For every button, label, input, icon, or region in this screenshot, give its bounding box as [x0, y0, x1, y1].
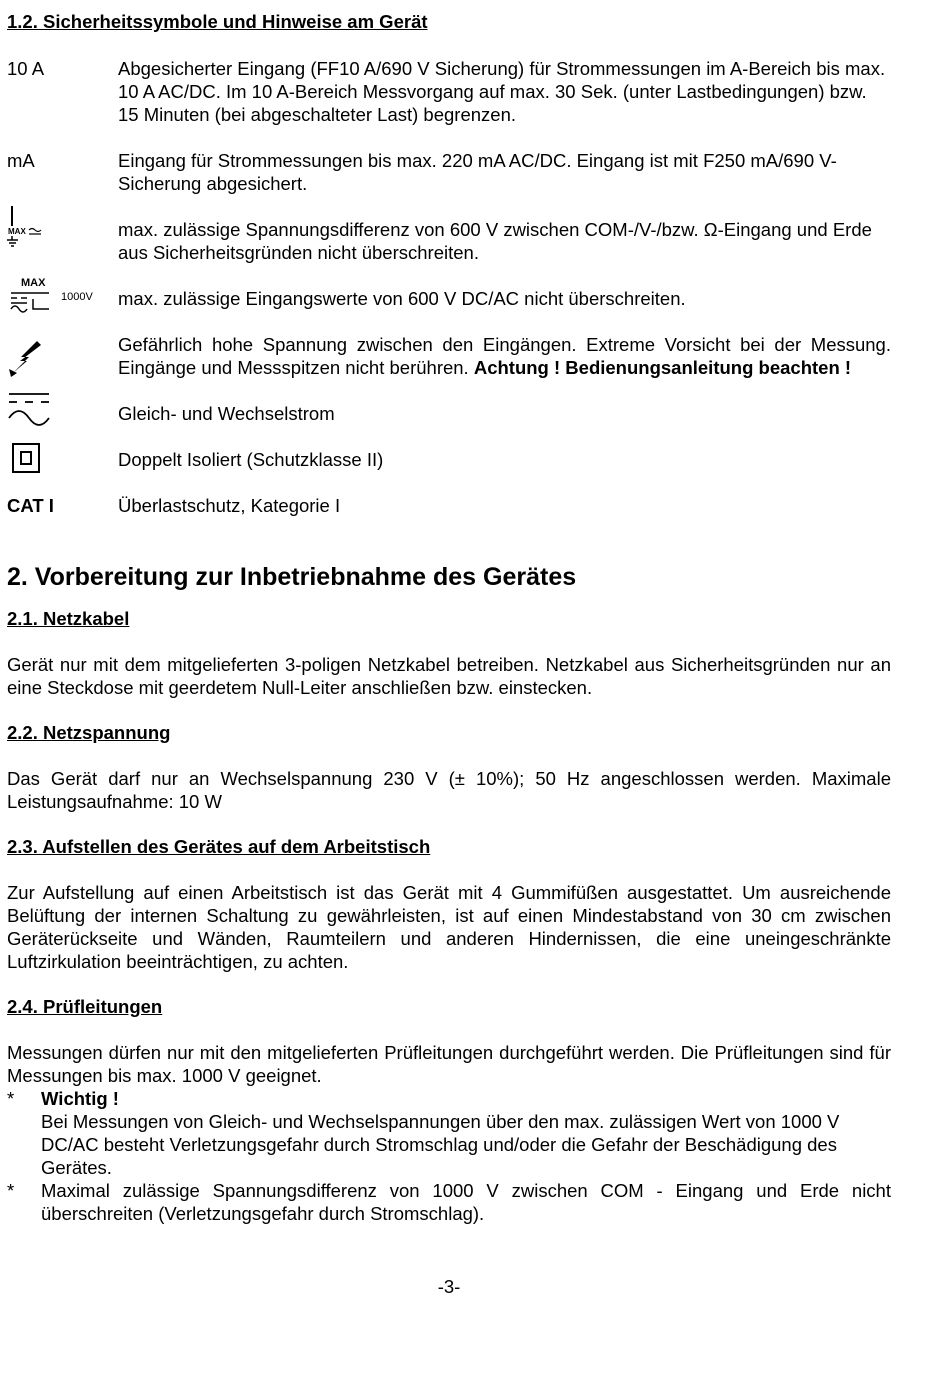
section-heading-2-1: 2.1. Netzkabel	[7, 608, 130, 629]
symbol-description: max. zulässige Spannungsdifferenz von 600 V zwischen COM-/V-/bzw. Ω-Eingang und Erde aus Sicherheitsgründen nicht überschreiten.	[118, 219, 872, 263]
section-heading-1-2: 1.2. Sicherheitssymbole und Hinweise am Gerät	[7, 11, 428, 32]
high-voltage-icon	[7, 337, 47, 382]
voltage-small-label: 1000V	[61, 291, 93, 303]
max-dc-ac-icon-text: MAX	[21, 277, 46, 289]
paragraph-aufstellen: Zur Aufstellung auf einen Arbeitstisch ist das Gerät mit 4 Gummifüßen ausgestattet. Um ausreichende Belüftung der internen Schaltung zu gewährleisten, ist auf einen Mindestabstand von 30 cm zwischen Geräterückseite und Wänden, Raumteilern und anderen Hindernissen, die eine uneingeschränkte Luftzirkulation beeinträchtigen, zu achten.	[7, 882, 891, 972]
symbol-label: 10 A	[7, 58, 45, 79]
section-heading-2: 2. Vorbereitung zur Inbetriebnahme des Gerätes	[7, 563, 577, 591]
symbol-description: Eingang für Strommessungen bis max. 220 mA AC/DC. Eingang ist mit F250 mA/690 V-Sicherung abgesichert.	[118, 150, 837, 194]
symbol-row-high-voltage	[7, 333, 891, 379]
double-insulated-icon	[7, 442, 41, 481]
section-heading-2-4: 2.4. Prüfleitungen	[7, 996, 163, 1017]
symbol-row-max-ground	[7, 218, 891, 264]
symbol-label: mA	[7, 150, 35, 171]
max-dc-ac-icon	[7, 275, 53, 320]
dc-ac-icon	[7, 390, 51, 433]
symbol-row-10a	[7, 57, 891, 126]
bullet-item-wichtig	[7, 1087, 891, 1179]
symbol-row-double-insulated	[7, 448, 891, 471]
section-heading-2-2: 2.2. Netzspannung	[7, 722, 171, 743]
page-number: -3-	[437, 1276, 461, 1297]
symbol-label: CAT I	[7, 495, 54, 516]
max-ground-icon-text: MAX	[8, 227, 26, 236]
paragraph-netzkabel: Gerät nur mit dem mitgelieferten 3-poligen Netzkabel betreiben. Netzkabel aus Sicherheitsgründen nur an eine Steckdose mit geerdetem Null-Leiter anschließen bzw. einstecken.	[7, 654, 891, 698]
symbol-description: Überlastschutz, Kategorie I	[118, 495, 341, 516]
symbol-row-ma	[7, 149, 891, 195]
symbol-description: Abgesicherter Eingang (FF10 A/690 V Sicherung) für Strommessungen im A-Bereich bis max. 10 A AC/DC. Im 10 A-Bereich Messvorgang auf max. 30 Sek. (unter Lastbedingungen) bzw. 15 Minuten (bei abgeschalteter Last) begrenzen.	[118, 58, 886, 125]
max-ground-icon	[7, 204, 53, 253]
symbol-row-max-1000v	[7, 277, 891, 310]
symbol-description	[118, 333, 891, 379]
bullet-title: Wichtig !	[41, 1088, 119, 1109]
paragraph-pruefleitungen: Messungen dürfen nur mit den mitgelieferten Prüfleitungen durchgeführt werden. Die Prüfleitungen sind für Messungen bis max. 1000 V geeignet.	[7, 1042, 891, 1086]
symbol-row-dc-ac	[7, 402, 891, 425]
section-heading-2-3: 2.3. Aufstellen des Gerätes auf dem Arbeitstisch	[7, 836, 431, 857]
bullet-star: *	[7, 1180, 15, 1201]
symbol-row-cat-i	[7, 494, 891, 517]
bullet-text: Maximal zulässige Spannungsdifferenz von 1000 V zwischen COM - Eingang und Erde nicht überschreiten (Verletzungsgefahr durch Stromschlag).	[41, 1180, 891, 1224]
symbol-description: max. zulässige Eingangswerte von 600 V DC/AC nicht überschreiten.	[118, 288, 686, 309]
warning-bold-text: Achtung ! Bedienungsanleitung beachten !	[473, 357, 852, 378]
bullet-text: Bei Messungen von Gleich- und Wechselspannungen über den max. zulässigen Wert von 1000 V DC/AC besteht Verletzungsgefahr durch Stromschlag und/oder die Gefahr der Beschädigung des Gerätes.	[41, 1111, 840, 1178]
page-content	[7, 10, 891, 1225]
paragraph-netzspannung: Das Gerät darf nur an Wechselspannung 230 V (± 10%); 50 Hz angeschlossen werden. Maximale Leistungsaufnahme: 10 W	[7, 768, 891, 812]
high-voltage-text: Gefährlich hohe Spannung zwischen den Eingängen. Extreme Vorsicht bei der Messung. Eingänge und Messspitzen nicht berühren.	[118, 334, 891, 378]
symbol-description: Doppelt Isoliert (Schutzklasse II)	[118, 449, 384, 470]
bullet-star: *	[7, 1088, 15, 1109]
bullet-item-spannungsdifferenz	[7, 1179, 891, 1225]
symbol-description: Gleich- und Wechselstrom	[118, 403, 335, 424]
